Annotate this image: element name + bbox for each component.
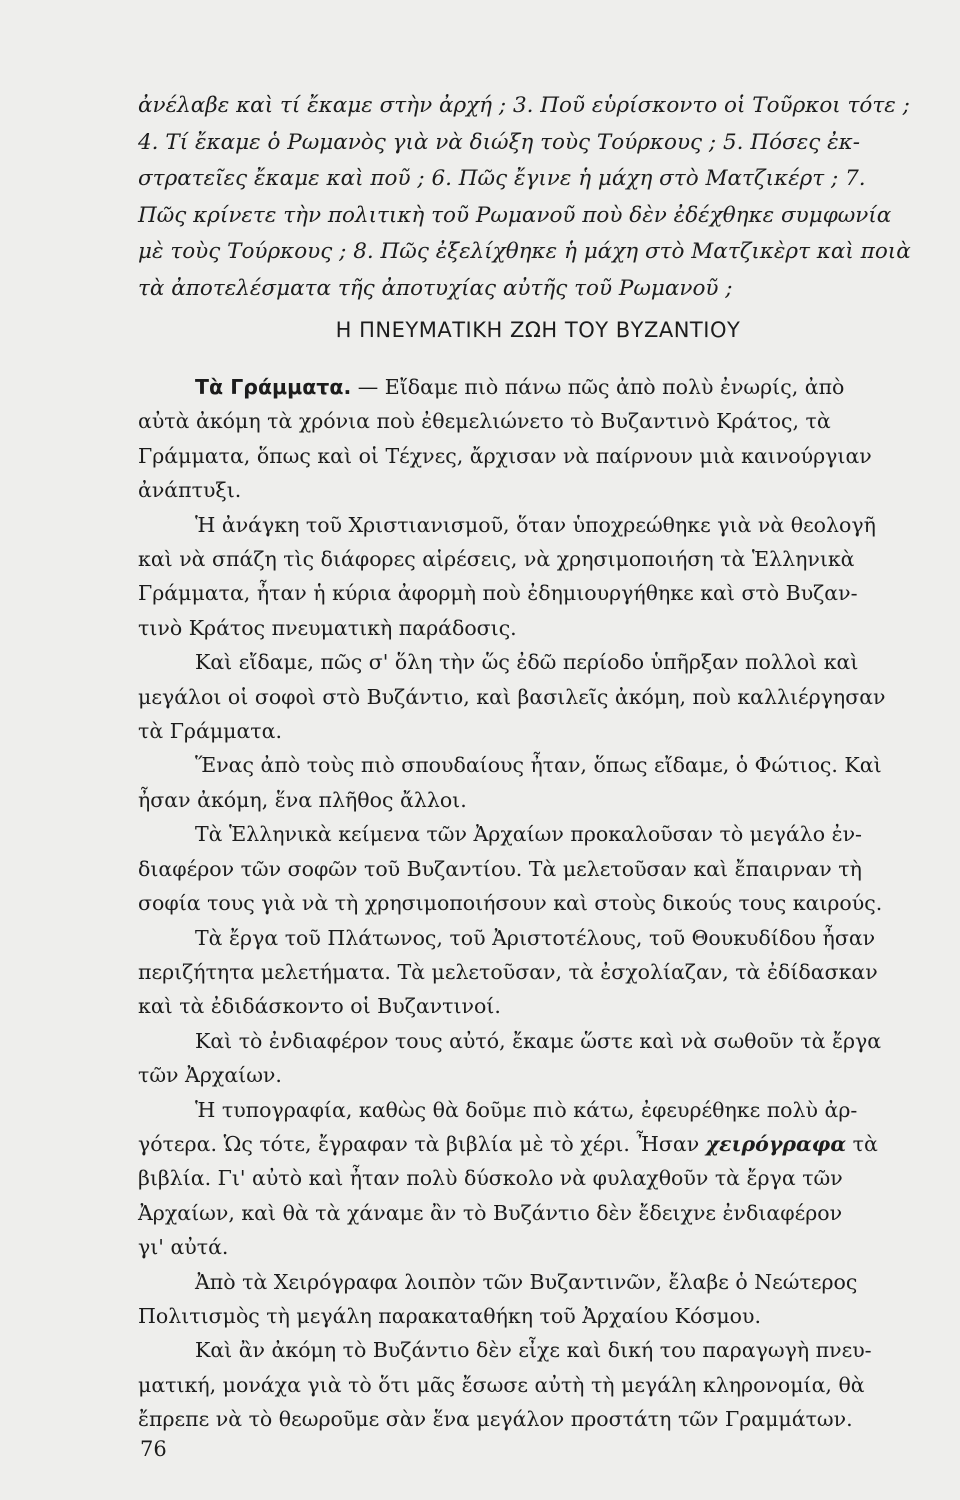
text-line: ἔπρεπε νὰ τὸ θεωροῦμε σὰν ἕνα μεγάλον προστάτη τῶν Γραμμάτων. [138,1407,853,1432]
paragraph [138,645,938,748]
text-line: Τὰ ἔργα τοῦ Πλάτωνος, τοῦ Ἀριστοτέλους, τοῦ Θουκυδίδου ἦσαν [195,925,876,950]
text-line: Ἡ τυπογραφία, καθὼς θὰ δοῦμε πιὸ κάτω, ἐφευρέθηκε πολὺ ἀρ- [195,1097,858,1122]
section-title: Τὰ Γράμματα. [195,375,352,399]
section-intro-paragraph [138,370,938,508]
question-line: Πῶς κρίνετε τὴν πολιτικὴ τοῦ Ρωμανοῦ ποὺ δὲν ἐδέχθηκε συμφωνία [138,202,892,228]
text-line: σοφία τους γιὰ νὰ τὴ χρησιμοποιήσουν καὶ στοὺς δικούς τους καιρούς. [138,891,883,916]
section-first-line: — Εἴδαμε πιὸ πάνω πῶς ἀπὸ πολὺ ἐνωρίς, ἀπὸ [351,375,845,399]
text-line: γι' αὐτά. [138,1235,229,1260]
paragraph [138,508,938,646]
text-line: Ἀπὸ τὰ Χειρόγραφα λοιπὸν τῶν Βυζαντινῶν, ἔλαβε ὁ Νεώτερος [195,1269,858,1294]
review-questions [138,88,938,307]
paragraph [138,921,938,1024]
question-line: 4. Τί ἔκαμε ὁ Ρωμανὸς γιὰ νὰ διώξη τοὺς Τούρκους ; 5. Πόσες ἐκ- [138,129,861,155]
text-segment: γότερα. Ὡς τότε, ἔγραφαν τὰ βιβλία μὲ τὸ χέρι. Ἦσαν [138,1131,706,1156]
text-line: Τὰ Ἑλληνικὰ κείμενα τῶν Ἀρχαίων προκαλοῦσαν τὸ μεγάλο ἐν- [195,822,862,847]
emphasis-word: χειρόγραφα [705,1131,847,1156]
paragraph [138,817,938,920]
text-line: καὶ νὰ σπάζη τὶς διάφορες αἱρέσεις, νὰ χρησιμοποιήση τὰ Ἑλληνικὰ [138,547,855,572]
text-line: καὶ τὰ ἐδιδάσκοντο οἱ Βυζαντινοί. [138,994,501,1019]
question-line: ἀνέλαβε καὶ τί ἔκαμε στὴν ἀρχή ; 3. Ποῦ εὑρίσκοντο οἱ Τοῦρκοι τότε ; [138,93,910,118]
text-line: Ἕνας ἀπὸ τοὺς πιὸ σπουδαίους ἦταν, ὅπως εἴδαμε, ὁ Φώτιος. Καὶ [195,753,882,778]
text-line: Ἡ ἀνάγκη τοῦ Χριστιανισμοῦ, ὅταν ὑποχρεώθηκε γιὰ νὰ θεολογῆ [195,512,876,537]
question-line: τὰ ἀποτελέσματα τῆς ἀποτυχίας αὐτῆς τοῦ Ρωμανοῦ ; [138,275,733,301]
text-line: Καὶ τὸ ἐνδιαφέρον τους αὐτό, ἔκαμε ὥστε καὶ νὰ σωθοῦν τὰ ἔργα [195,1028,882,1053]
page-number: 76 [140,1437,167,1461]
typography-paragraph [138,1093,938,1265]
text-line: βιβλία. Γι' αὐτὸ καὶ ἦταν πολὺ δύσκολο νὰ φυλαχθοῦν τὰ ἔργα τῶν [138,1166,843,1191]
text-line: ἀνάπτυξι. [138,478,242,503]
paragraph [138,1265,938,1334]
paragraph [138,1333,938,1436]
text-line: μεγάλοι οἱ σοφοὶ στὸ Βυζάντιο, καὶ βασιλεῖς ἀκόμη, ποὺ καλλιέργησαν [138,684,886,709]
paragraph [138,748,938,817]
text-line: αὐτὰ ἀκόμη τὰ χρόνια ποὺ ἐθεμελιώνετο τὸ Βυζαντινὸ Κράτος, τὰ [138,409,831,434]
text-line: Πολιτισμὸς τὴ μεγάλη παρακαταθήκη τοῦ Ἀρχαίου Κόσμου. [138,1303,761,1328]
text-line: περιζήτητα μελετήματα. Τὰ μελετοῦσαν, τὰ ἐσχολίαζαν, τὰ ἐδίδασκαν [138,959,878,984]
text-line: διαφέρον τῶν σοφῶν τοῦ Βυζαντίου. Τὰ μελετοῦσαν καὶ ἔπαιρναν τὴ [138,856,862,881]
text-line: Ἀρχαίων, καὶ θὰ τὰ χάναμε ἂν τὸ Βυζάντιο δὲν ἔδειχνε ἐνδιαφέρον [138,1200,843,1225]
text-line [138,1127,938,1161]
question-line: στρατεῖες ἔκαμε καὶ ποῦ ; 6. Πῶς ἔγινε ἡ μάχη στὸ Ματζικέρτ ; 7. [138,166,866,191]
chapter-heading: Η ΠΝΕΥΜΑΤΙΚΗ ΖΩΗ ΤΟΥ ΒΥΖΑΝΤΙΟΥ [335,318,741,342]
text-line: Γράμματα, ὅπως καὶ οἱ Τέχνες, ἄρχισαν νὰ παίρνουν μιὰ καινούργιαν [138,443,872,468]
text-line: τινὸ Κράτος πνευματικὴ παράδοσις. [138,615,517,640]
text-line: Καὶ ἂν ἀκόμη τὸ Βυζάντιο δὲν εἶχε καὶ δική του παραγωγὴ πνευ- [195,1338,872,1363]
body-text [138,370,938,1437]
text-line: τὰ Γράμματα. [138,719,283,744]
text-line [138,370,938,404]
question-line: μὲ τοὺς Τούρκους ; 8. Πῶς ἐξελίχθηκε ἡ μάχη στὸ Ματζικὲρτ καὶ ποιὰ [138,239,911,264]
text-line: τῶν Ἀρχαίων. [138,1063,282,1088]
text-line: ματική, μονάχα γιὰ τὸ ὅτι μᾶς ἔσωσε αὐτὴ τὴ μεγάλη κληρονομία, θὰ [138,1372,865,1397]
text-line: ἦσαν ἀκόμη, ἕνα πλῆθος ἄλλοι. [138,787,467,812]
text-segment: τὰ [846,1131,878,1156]
text-line: Γράμματα, ἦταν ἡ κύρια ἀφορμὴ ποὺ ἐδημιουργήθηκε καὶ στὸ Βυζαν- [138,581,858,606]
text-line: Καὶ εἴδαμε, πῶς σ' ὅλη τὴν ὥς ἐδῶ περίοδο ὑπῆρξαν πολλοὶ καὶ [195,650,859,675]
paragraph [138,1024,938,1093]
